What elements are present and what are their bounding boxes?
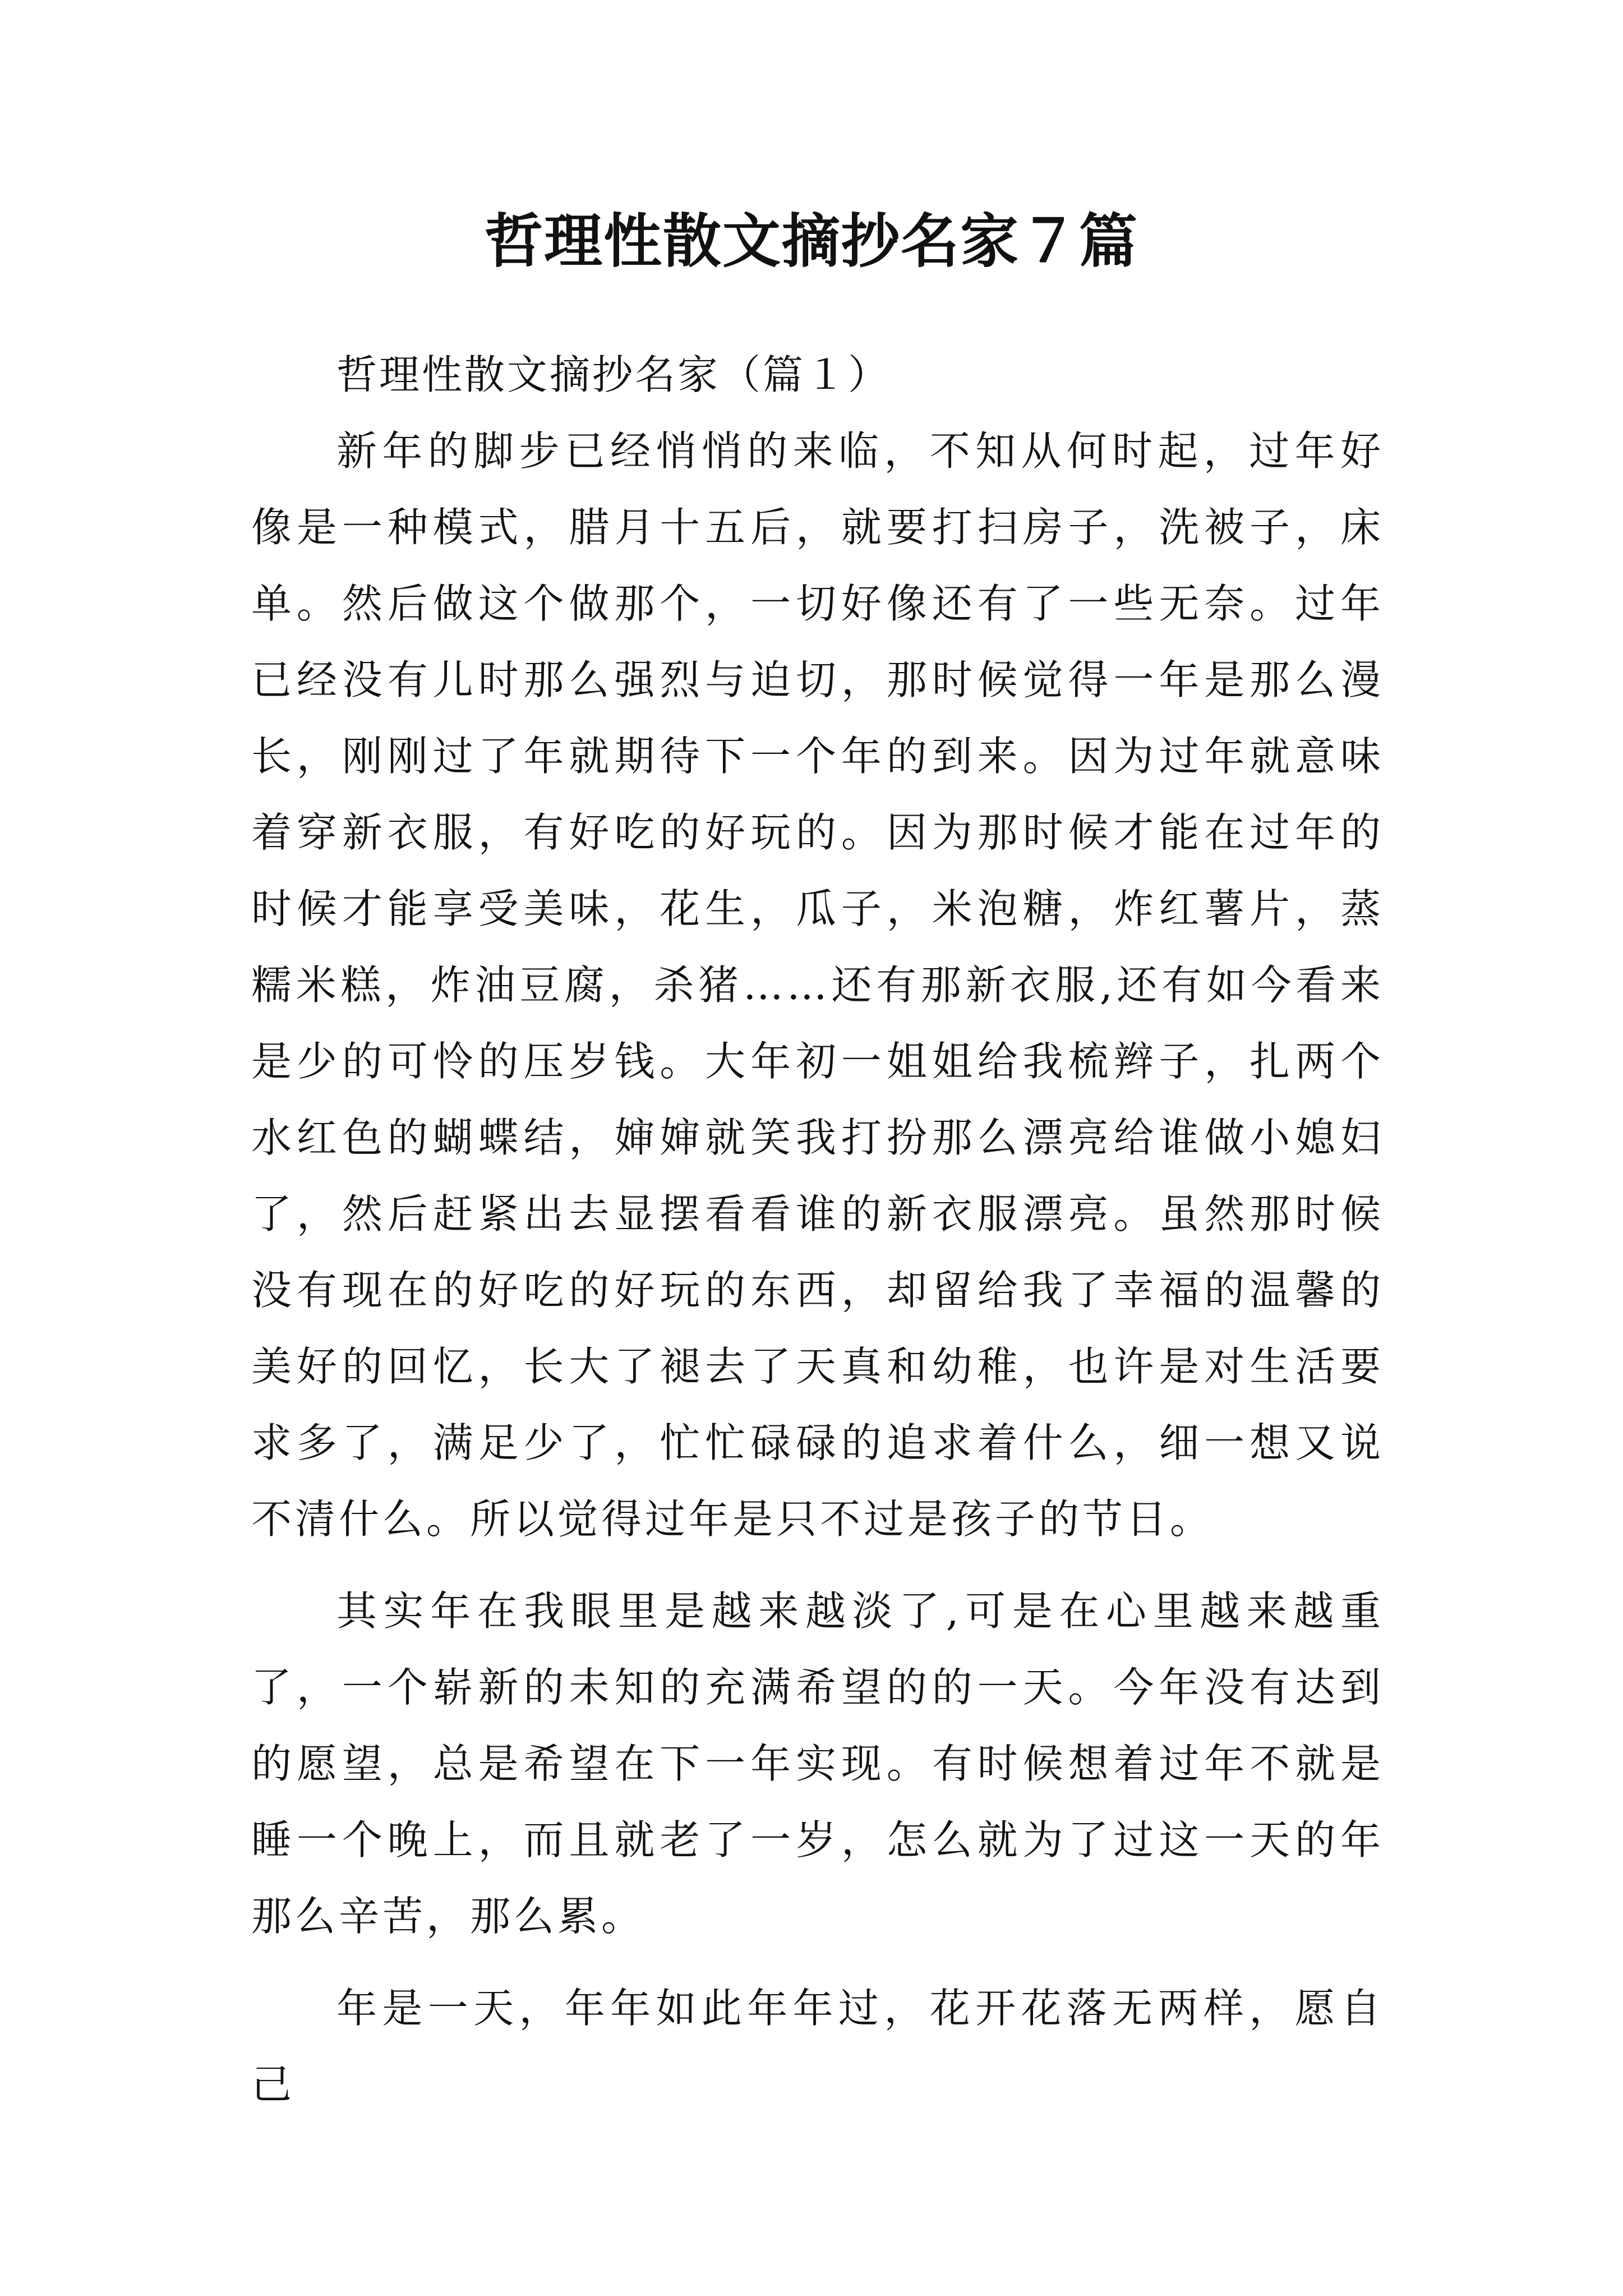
paragraph-spacer — [251, 1557, 1384, 1573]
paragraph-spacer — [251, 1954, 1384, 1970]
section-heading: 哲理性散文摘抄名家（篇１） — [336, 351, 891, 398]
document-title: 哲理性散文摘抄名家７篇 — [484, 206, 1138, 275]
document-body — [251, 337, 1384, 2123]
paragraph: 其实年在我眼里是越来越淡了,可是在心里越来越重了，一个崭新的未知的充满希望的的一天。今年没有达到的愿望，总是希望在下一年实现。有时候想着过年不就是睡一个晚上，而且就老了一岁，怎么就为了过这一天的年那么辛苦，那么累。 — [251, 1588, 1384, 1940]
paragraph: 年是一天，年年如此年年过，花开花落无两样，愿自己 — [251, 1985, 1384, 2108]
paragraph: 新年的脚步已经悄悄的来临，不知从何时起，过年好像是一种模式，腊月十五后，就要打扫房子，洗被子，床单。然后做这个做那个，一切好像还有了一些无奈。过年已经没有儿时那么强烈与迫切，那时候觉得一年是那么漫长，刚刚过了年就期待下一个年的到来。因为过年就意味着穿新衣服，有好吃的好玩的。因为那时候才能在过年的时候才能享受美味，花生，瓜子，米泡糖，炸红薯片，蒸糯米糕，炸油豆腐，杀猪……还有那新衣服,还有如今看来是少的可怜的压岁钱。大年初一姐姐给我梳辫子，扎两个水红色的蝴蝶结，婶婶就笑我打扮那么漂亮给谁做小媳妇了，然后赶紧出去显摆看看谁的新衣服漂亮。虽然那时候没有现在的好吃的好玩的东西，却留给我了幸福的温馨的美好的回忆，长大了褪去了天真和幼稚，也许是对生活要求多了，满足少了，忙忙碌碌的追求着什么，细一想又说不清什么。所以觉得过年是只不过是孩子的节日。 — [251, 427, 1384, 1543]
